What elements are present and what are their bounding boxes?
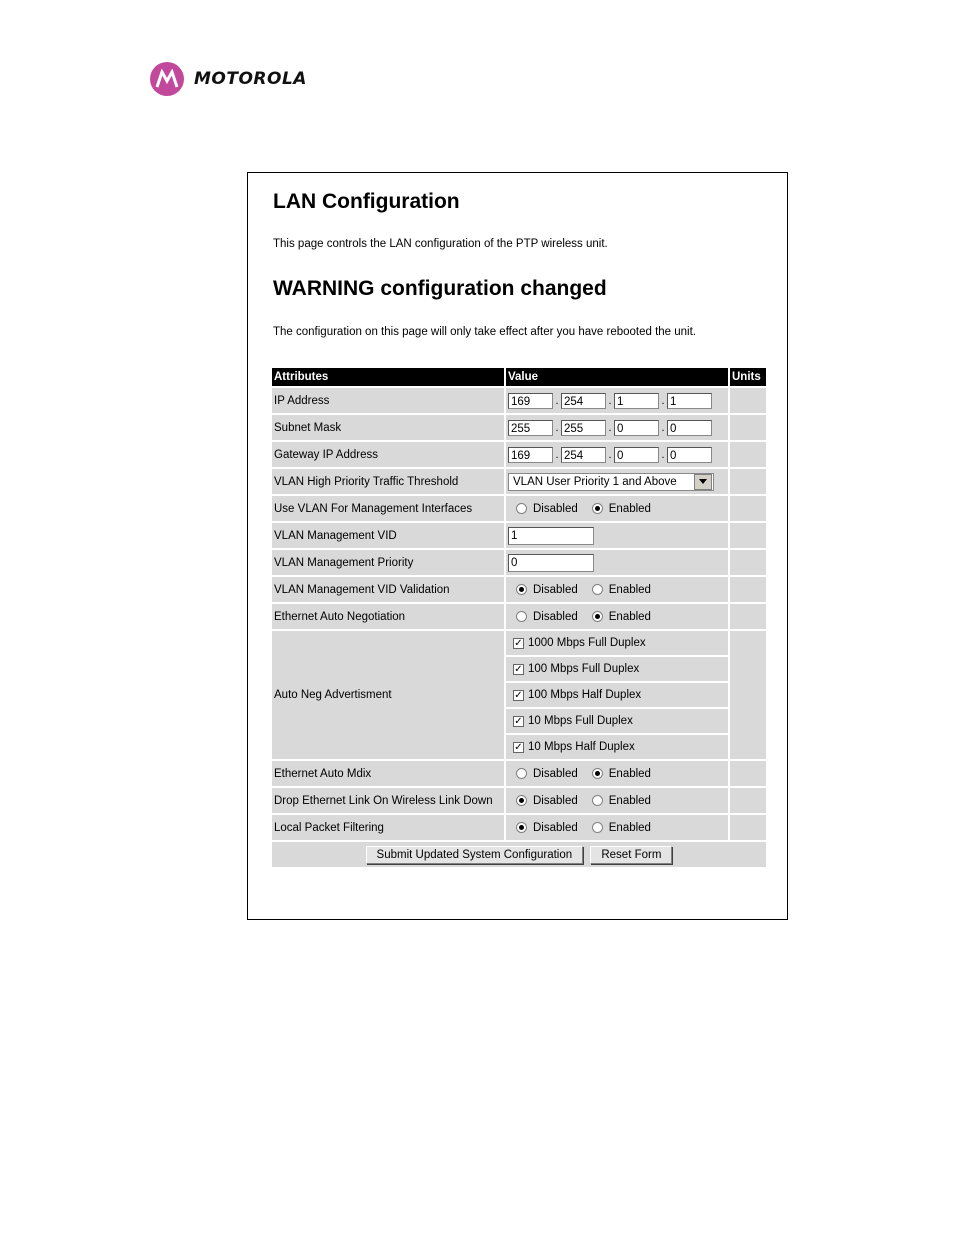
octet-separator: .	[608, 448, 612, 461]
disabled-label: Disabled	[533, 610, 578, 623]
ip-address-label: IP Address	[272, 388, 504, 413]
ip-octet-3[interactable]: 1	[614, 393, 659, 409]
table-header-row	[272, 368, 766, 386]
eth-auto-mdix-radios	[508, 768, 726, 780]
units-cell	[730, 442, 766, 467]
vlan-vid-validation-disabled-radio[interactable]	[516, 584, 527, 595]
eth-auto-mdix-label: Ethernet Auto Mdix	[272, 761, 504, 786]
units-cell	[730, 631, 766, 759]
vlan-mgmt-vid-input[interactable]: 1	[508, 527, 594, 545]
subnet-octet-4[interactable]: 0	[667, 420, 712, 436]
octet-separator: .	[661, 421, 665, 434]
submit-configuration-button[interactable]: Submit Updated System Configuration	[366, 846, 584, 864]
subnet-octet-1[interactable]: 255	[508, 420, 553, 436]
checkbox-checked-icon[interactable]: ✓	[514, 637, 523, 649]
table-row-eth-auto-mdix	[272, 761, 766, 786]
header-units: Units	[730, 368, 766, 386]
vlan-vid-validation-radios	[508, 584, 726, 596]
table-row-eth-auto-negotiation	[272, 604, 766, 629]
units-cell	[730, 604, 766, 629]
enabled-label: Enabled	[608, 767, 651, 780]
disabled-label: Disabled	[533, 821, 578, 834]
table-row-subnet-mask	[272, 415, 766, 440]
octet-separator: .	[608, 421, 612, 434]
gateway-octet-3[interactable]: 0	[614, 447, 659, 463]
table-row-ip-address	[272, 388, 766, 413]
disabled-label: Disabled	[533, 502, 578, 515]
vlan-mgmt-interfaces-enabled-radio[interactable]	[592, 503, 603, 514]
warning-title: WARNING configuration changed	[273, 277, 607, 300]
units-cell	[730, 523, 766, 548]
ip-octet-4[interactable]: 1	[667, 393, 712, 409]
local-packet-filtering-radios	[508, 822, 726, 834]
gateway-octet-2[interactable]: 254	[561, 447, 606, 463]
gateway-label: Gateway IP Address	[272, 442, 504, 467]
disabled-label: Disabled	[533, 794, 578, 807]
drop-eth-link-disabled-radio[interactable]	[516, 795, 527, 806]
eth-auto-negotiation-radios	[508, 611, 726, 623]
local-packet-filtering-enabled-radio[interactable]	[592, 822, 603, 833]
table-row-gateway	[272, 442, 766, 467]
vlan-mgmt-vid-label: VLAN Management VID	[272, 523, 504, 548]
vlan-threshold-select[interactable]	[508, 473, 714, 491]
eth-auto-negotiation-label: Ethernet Auto Negotiation	[272, 604, 504, 629]
units-cell	[730, 415, 766, 440]
octet-separator: .	[661, 394, 665, 407]
motorola-batwing-icon	[150, 62, 184, 96]
units-cell	[730, 496, 766, 521]
octet-separator: .	[661, 448, 665, 461]
checkbox-checked-icon[interactable]: ✓	[514, 715, 523, 727]
eth-auto-negotiation-disabled-radio[interactable]	[516, 611, 527, 622]
disabled-label: Disabled	[533, 767, 578, 780]
form-buttons	[272, 842, 766, 867]
gateway-field	[508, 447, 726, 463]
auto-neg-advertisement-label: Auto Neg Advertisment	[272, 631, 504, 759]
vlan-threshold-selected: VLAN User Priority 1 and Above	[513, 475, 677, 488]
checkbox-checked-icon[interactable]: ✓	[514, 689, 523, 701]
drop-eth-link-enabled-radio[interactable]	[592, 795, 603, 806]
enabled-label: Enabled	[608, 610, 651, 623]
table-row-buttons	[272, 842, 766, 867]
local-packet-filtering-disabled-radio[interactable]	[516, 822, 527, 833]
table-row-drop-eth-link	[272, 788, 766, 813]
subnet-mask-field	[508, 420, 726, 436]
reset-form-button[interactable]: Reset Form	[590, 846, 672, 864]
subnet-octet-2[interactable]: 255	[561, 420, 606, 436]
header-value: Value	[506, 368, 728, 386]
table-row-local-packet-filtering	[272, 815, 766, 840]
ip-octet-1[interactable]: 169	[508, 393, 553, 409]
octet-separator: .	[555, 394, 559, 407]
units-cell	[730, 761, 766, 786]
table-row-vlan-mgmt-interfaces	[272, 496, 766, 521]
auto-neg-option-label: 10 Mbps Half Duplex	[528, 740, 635, 753]
drop-eth-link-radios	[508, 795, 726, 807]
units-cell	[730, 550, 766, 575]
gateway-octet-4[interactable]: 0	[667, 447, 712, 463]
warning-text: The configuration on this page will only take effect after you have rebooted the unit.	[273, 326, 697, 338]
auto-neg-option-label: 10 Mbps Full Duplex	[528, 714, 633, 727]
ip-address-field	[508, 393, 726, 409]
motorola-logo	[150, 62, 307, 96]
ip-octet-2[interactable]: 254	[561, 393, 606, 409]
octet-separator: .	[555, 448, 559, 461]
eth-auto-negotiation-enabled-radio[interactable]	[592, 611, 603, 622]
octet-separator: .	[608, 394, 612, 407]
chevron-down-icon[interactable]	[694, 474, 712, 490]
vlan-vid-validation-label: VLAN Management VID Validation	[272, 577, 504, 602]
disabled-label: Disabled	[533, 583, 578, 596]
vlan-mgmt-priority-label: VLAN Management Priority	[272, 550, 504, 575]
table-row-vlan-vid-validation	[272, 577, 766, 602]
checkbox-checked-icon[interactable]: ✓	[514, 663, 523, 675]
checkbox-checked-icon[interactable]: ✓	[514, 741, 523, 753]
page-description: This page controls the LAN configuration of the PTP wireless unit.	[273, 238, 608, 250]
vlan-threshold-label: VLAN High Priority Traffic Threshold	[272, 469, 504, 494]
gateway-octet-1[interactable]: 169	[508, 447, 553, 463]
table-row-vlan-threshold	[272, 469, 766, 494]
header-attributes: Attributes	[272, 368, 504, 386]
page-title: LAN Configuration	[273, 190, 460, 213]
vlan-mgmt-priority-input[interactable]: 0	[508, 554, 594, 572]
units-cell	[730, 388, 766, 413]
vlan-vid-validation-enabled-radio[interactable]	[592, 584, 603, 595]
enabled-label: Enabled	[608, 821, 651, 834]
units-cell	[730, 469, 766, 494]
brand-name: MOTOROLA	[194, 69, 307, 89]
auto-neg-option-label: 100 Mbps Full Duplex	[528, 662, 640, 675]
units-cell	[730, 577, 766, 602]
enabled-label: Enabled	[608, 583, 651, 596]
octet-separator: .	[555, 421, 559, 434]
lan-config-table	[270, 366, 768, 869]
drop-eth-link-label: Drop Ethernet Link On Wireless Link Down	[272, 788, 504, 813]
local-packet-filtering-label: Local Packet Filtering	[272, 815, 504, 840]
eth-auto-mdix-disabled-radio[interactable]	[516, 768, 527, 779]
subnet-octet-3[interactable]: 0	[614, 420, 659, 436]
vlan-mgmt-interfaces-disabled-radio[interactable]	[516, 503, 527, 514]
table-row-vlan-mgmt-vid	[272, 523, 766, 548]
auto-neg-option-label: 1000 Mbps Full Duplex	[528, 636, 646, 649]
units-cell	[730, 815, 766, 840]
subnet-mask-label: Subnet Mask	[272, 415, 504, 440]
enabled-label: Enabled	[608, 794, 651, 807]
auto-neg-option-label: 100 Mbps Half Duplex	[528, 688, 642, 701]
table-row-vlan-mgmt-priority	[272, 550, 766, 575]
units-cell	[730, 788, 766, 813]
table-row-auto-neg-1000-full	[272, 631, 766, 655]
enabled-label: Enabled	[608, 502, 651, 515]
eth-auto-mdix-enabled-radio[interactable]	[592, 768, 603, 779]
lan-configuration-panel	[247, 172, 788, 920]
vlan-mgmt-interfaces-radios	[508, 503, 726, 515]
vlan-mgmt-interfaces-label: Use VLAN For Management Interfaces	[272, 496, 504, 521]
